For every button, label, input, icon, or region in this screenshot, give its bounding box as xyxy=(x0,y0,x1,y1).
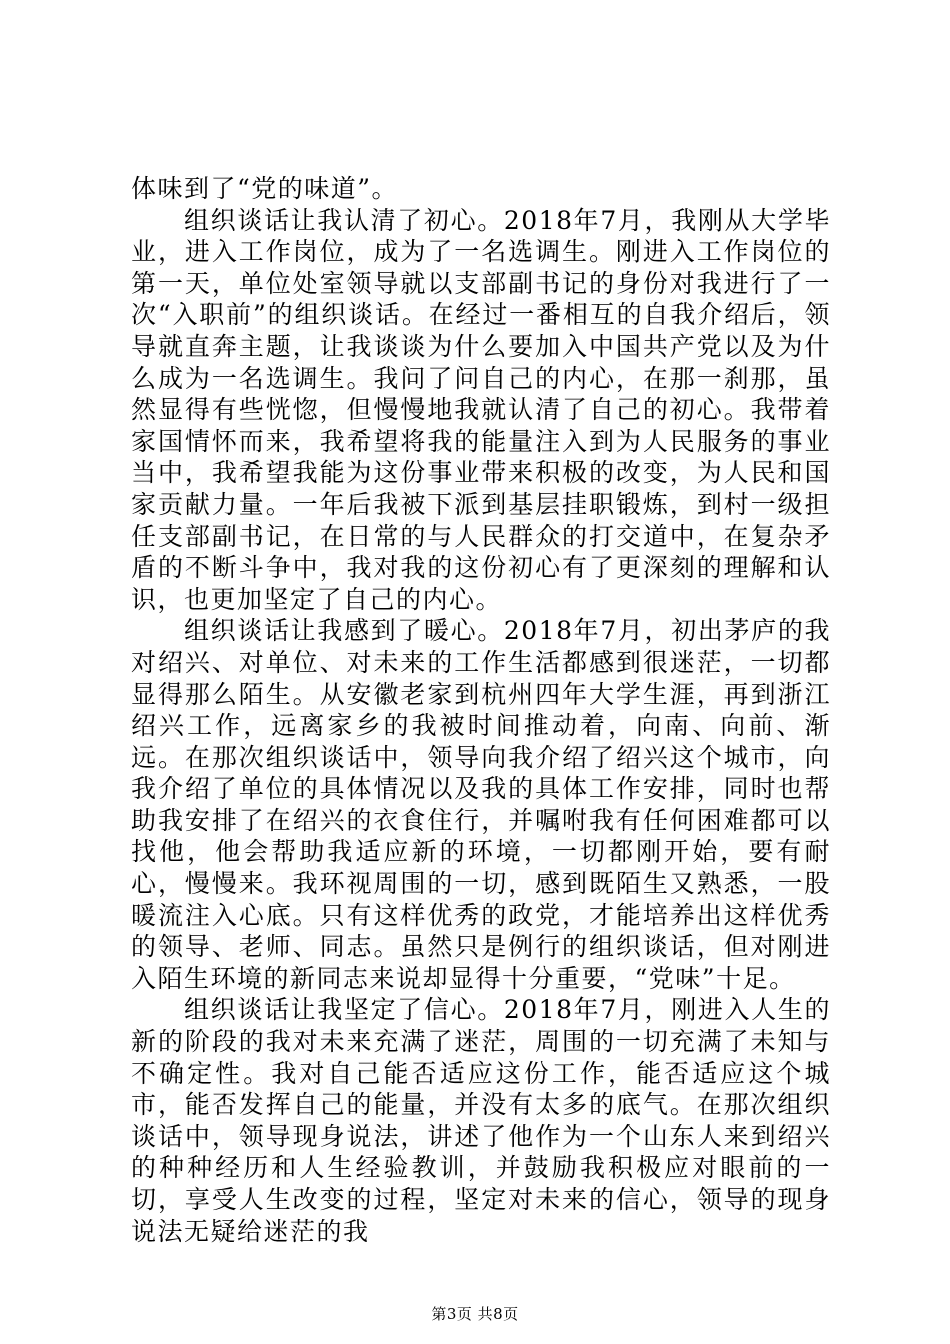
page-number-footer: 第3页 共8页 xyxy=(431,1305,519,1323)
paragraph-initial-heart: 组织谈话让我认清了初心。2018年7月，我刚从大学毕业，进入工作岗位，成为了一名选调生。刚进入工作岗位的第一天，单位处室领导就以支部副书记的身份对我进行了一次“入职前”的组织谈话。在经过一番相互的自我介绍后，领导就直奔主题，让我谈谈为什么要加入中国共产党以及为什么成为一名选调生。我问了问自己的内心，在那一刹那，虽然显得有些恍惚，但慢慢地我就认清了自己的初心。我带着家国情怀而来，我希望将我的能量注入到为人民服务的事业当中，我希望我能为这份事业带来积极的改变，为人民和国家贡献力量。一年后我被下派到基层挂职锻炼，到村一级担任支部副书记，在日常的与人民群众的打交道中，在复杂矛盾的不断斗争中，我对我的这份初心有了更深刻的理解和认识，也更加坚定了自己的内心。 xyxy=(131,205,831,614)
paragraph-confidence: 组织谈话让我坚定了信心。2018年7月，刚进入人生的新的阶段的我对未来充满了迷茫，周围的一切充满了未知与不确定性。我对自己能否适应这份工作，能否适应这个城市，能否发挥自己的能量，并没有太多的底气。在那次组织谈话中，领导现身说法，讲述了他作为一个山东人来到绍兴的种种经历和人生经验教训，并鼓励我积极应对眼前的一切，享受人生改变的过程，坚定对未来的信心，领导的现身说法无疑给迷茫的我 xyxy=(131,995,831,1246)
paragraph-continuation: 体味到了“党的味道”。 xyxy=(131,174,399,203)
document-body xyxy=(131,173,831,1247)
paragraph-warm-heart: 组织谈话让我感到了暖心。2018年7月，初出茅庐的我对绍兴、对单位、对未来的工作生活都感到很迷茫，一切都显得那么陌生。从安徽老家到杭州四年大学生涯，再到浙江绍兴工作，远离家乡的我被时间推动着，向南、向前、渐远。在那次组织谈话中，领导向我介绍了绍兴这个城市，向我介绍了单位的具体情况以及我的具体工作安排，同时也帮助我安排了在绍兴的衣食住行，并嘱咐我有任何困难都可以找他，他会帮助我适应新的环境，一切都刚开始，要有耐心，慢慢来。我环视周围的一切，感到既陌生又熟悉，一股暖流注入心底。只有这样优秀的政党，才能培养出这样优秀的领导、老师、同志。虽然只是例行的组织谈话，但对刚进入陌生环境的新同志来说却显得十分重要，“党味”十足。 xyxy=(131,616,831,993)
